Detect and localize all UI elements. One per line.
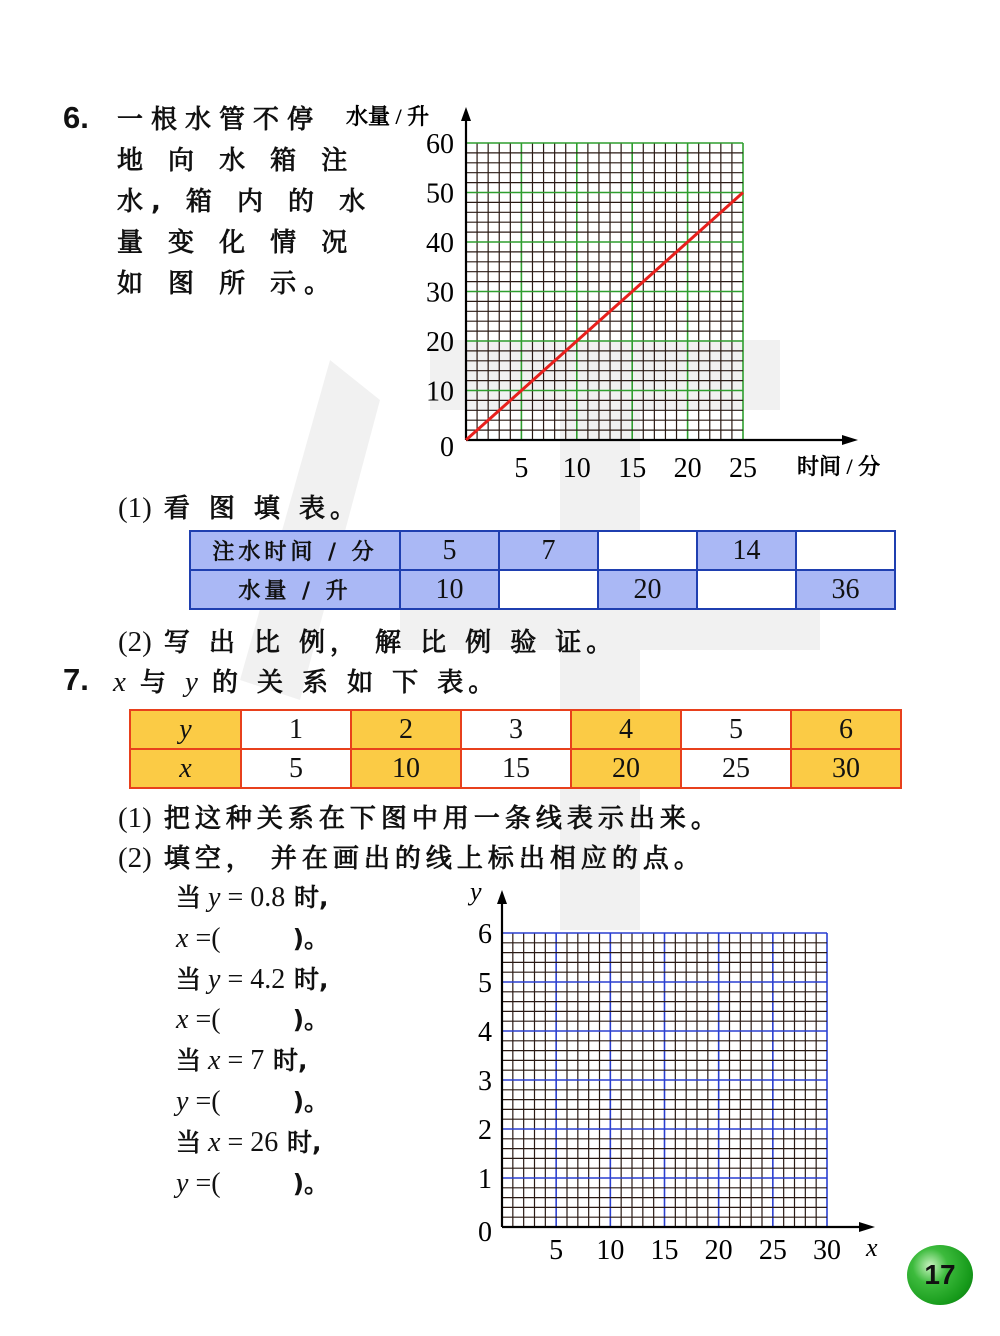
answer-var: y <box>176 1085 189 1117</box>
question-6-part-1 <box>118 488 361 525</box>
chart1-y-axis-label: 水量 / 升 <box>346 104 430 129</box>
y-tick-label: 50 <box>426 178 454 210</box>
y-tick-label: 0 <box>478 1216 492 1248</box>
y-axis-arrow-icon <box>461 107 471 121</box>
fill-answer <box>176 1164 329 1205</box>
intro-rest: 的 关 系 如 下 表。 <box>211 668 500 698</box>
question-6-line: 水, 箱 内 的 水 <box>117 187 374 217</box>
value: 7 <box>250 1045 265 1077</box>
part-label: (2) <box>118 842 152 874</box>
part-text: 看 图 填 表。 <box>163 494 361 524</box>
chart1-axes <box>461 107 858 445</box>
table-row-water <box>190 570 895 609</box>
fill-answer <box>176 1082 329 1123</box>
y-tick-label: 60 <box>426 128 454 160</box>
table-cell: 10 <box>351 749 461 788</box>
x-tick-label: 15 <box>618 453 647 484</box>
answer-var: x <box>176 1004 189 1036</box>
table-cell: 10 <box>400 570 499 609</box>
chart1-grid <box>466 143 743 440</box>
var-x: x <box>113 666 126 698</box>
equals: = <box>220 882 251 913</box>
row-header-x: x <box>130 749 241 788</box>
y-tick-label: 2 <box>478 1114 492 1146</box>
table-cell: 5 <box>241 749 351 788</box>
x-tick-label: 30 <box>813 1235 841 1266</box>
table-cell-blank[interactable] <box>598 531 697 570</box>
answer-close: )。 <box>292 1005 329 1035</box>
question-7-intro <box>113 662 499 699</box>
fill-condition <box>176 878 329 919</box>
chart2-axes <box>497 890 875 1232</box>
question-6-line: 量 变 化 情 况 <box>117 228 356 258</box>
table-cell-blank[interactable] <box>499 570 598 609</box>
answer-open: =( <box>188 1167 221 1199</box>
answer-var: x <box>176 922 189 954</box>
equals: = <box>220 963 251 995</box>
y-tick-label: 40 <box>426 227 454 259</box>
x-tick-label: 5 <box>514 453 529 484</box>
answer-close: )。 <box>292 1168 329 1198</box>
question-7-part-2 <box>118 838 705 875</box>
y-tick-label: 30 <box>426 277 454 309</box>
x-tick-label: 15 <box>650 1235 679 1266</box>
y-tick-label: 0 <box>440 431 454 463</box>
word-dang: 当 <box>176 883 202 912</box>
part-text: 填空， 并在画出的线上标出相应的点。 <box>163 844 705 874</box>
word-dang: 当 <box>176 1046 202 1076</box>
part-text: 把这种关系在下图中用一条线表示出来。 <box>163 804 722 834</box>
table-cell: 5 <box>681 710 791 749</box>
table-cell-blank[interactable] <box>796 531 895 570</box>
table-cell: 14 <box>697 531 796 570</box>
chart2-grid <box>502 933 827 1227</box>
chart2-tick-labels <box>478 919 841 1266</box>
x-tick-label: 25 <box>729 453 757 484</box>
table-cell: 1 <box>241 710 351 749</box>
var: y <box>208 882 221 913</box>
value: 4.2 <box>250 963 286 995</box>
var-y: y <box>185 666 198 698</box>
x-tick-label: 25 <box>758 1235 787 1266</box>
table-cell: 20 <box>571 749 681 788</box>
var: x <box>208 1045 221 1077</box>
table-row-y <box>130 710 901 749</box>
table-row-x <box>130 749 901 788</box>
var: y <box>208 963 221 995</box>
table-cell: 36 <box>796 570 895 609</box>
table-cell: 5 <box>400 531 499 570</box>
part-label: (1) <box>118 492 152 524</box>
row-header-y: y <box>130 710 241 749</box>
word-shi: 时, <box>285 883 329 912</box>
value: 26 <box>250 1126 279 1158</box>
y-tick-label: 10 <box>426 376 454 408</box>
answer-open: =( <box>188 922 221 954</box>
x-axis-arrow-icon <box>859 1222 875 1232</box>
x-tick-label: 10 <box>596 1235 625 1266</box>
table-cell: 7 <box>499 531 598 570</box>
answer-open: =( <box>188 1085 221 1117</box>
word-dang: 当 <box>176 1127 202 1157</box>
table-row-time <box>190 531 895 570</box>
x-axis-arrow-icon <box>842 435 858 445</box>
question-6-line: 地 向 水 箱 注 <box>117 146 356 176</box>
word-shi: 时, <box>264 1046 308 1076</box>
answer-close: )。 <box>292 923 329 953</box>
table-cell: 15 <box>461 749 571 788</box>
table-cell: 6 <box>791 710 901 749</box>
var: x <box>208 1126 221 1158</box>
series-line <box>466 193 743 441</box>
question-6-line: 一根水管不停 <box>117 105 322 135</box>
fill-answer <box>176 1000 329 1041</box>
word-shi: 时, <box>285 964 329 994</box>
word-dang: 当 <box>176 964 202 994</box>
question-6-line: 如 图 所 示。 <box>117 269 339 299</box>
answer-close: )。 <box>292 1086 329 1116</box>
question-7-number: 7. <box>63 662 89 697</box>
equals: = <box>220 1045 251 1077</box>
table-cell: 20 <box>598 570 697 609</box>
table-cell-blank[interactable] <box>697 570 796 609</box>
question-7-table <box>129 709 902 789</box>
part-label: (2) <box>118 626 152 658</box>
question-6-table <box>189 530 896 610</box>
question-6-number: 6. <box>63 100 89 135</box>
y-tick-label: 1 <box>478 1163 492 1195</box>
fill-condition <box>176 1123 329 1164</box>
table-cell: 3 <box>461 710 571 749</box>
row-header-time: 注水时间 / 分 <box>190 531 400 570</box>
fill-blank-list <box>176 878 329 1204</box>
answer-var: y <box>176 1167 189 1199</box>
fill-condition <box>176 1041 329 1082</box>
part-text: 写 出 比 例， 解 比 例 验 证。 <box>163 628 618 658</box>
chart1-series <box>466 193 743 441</box>
equals: = <box>220 1126 251 1158</box>
y-tick-label: 3 <box>478 1065 492 1097</box>
page-number-badge: 17 <box>907 1245 973 1305</box>
x-tick-label: 10 <box>562 453 591 484</box>
x-tick-label: 20 <box>673 453 702 484</box>
x-tick-label: 20 <box>704 1235 733 1266</box>
y-tick-label: 6 <box>478 918 492 950</box>
y-tick-label: 5 <box>478 967 492 999</box>
y-axis-arrow-icon <box>497 890 507 904</box>
intro-word: 与 <box>139 668 171 698</box>
table-cell: 25 <box>681 749 791 788</box>
water-volume-chart <box>0 0 1000 500</box>
word-shi: 时, <box>278 1127 322 1157</box>
table-cell: 30 <box>791 749 901 788</box>
answer-open: =( <box>188 1004 221 1036</box>
value: 0.8 <box>250 882 286 913</box>
chart2-x-axis-label: x <box>866 1233 878 1262</box>
table-cell: 2 <box>351 710 461 749</box>
y-tick-label: 4 <box>478 1016 492 1048</box>
question-7-part-1 <box>118 798 722 835</box>
row-header-water: 水量 / 升 <box>190 570 400 609</box>
chart2-y-axis-label: y <box>470 877 482 906</box>
chart1-x-axis-label: 时间 / 分 <box>797 454 881 479</box>
y-tick-label: 20 <box>426 326 454 358</box>
fill-answer <box>176 919 329 960</box>
question-6-part-2 <box>118 622 617 659</box>
part-label: (1) <box>118 802 152 834</box>
x-tick-label: 5 <box>549 1235 564 1266</box>
table-cell: 4 <box>571 710 681 749</box>
fill-condition <box>176 960 329 1001</box>
